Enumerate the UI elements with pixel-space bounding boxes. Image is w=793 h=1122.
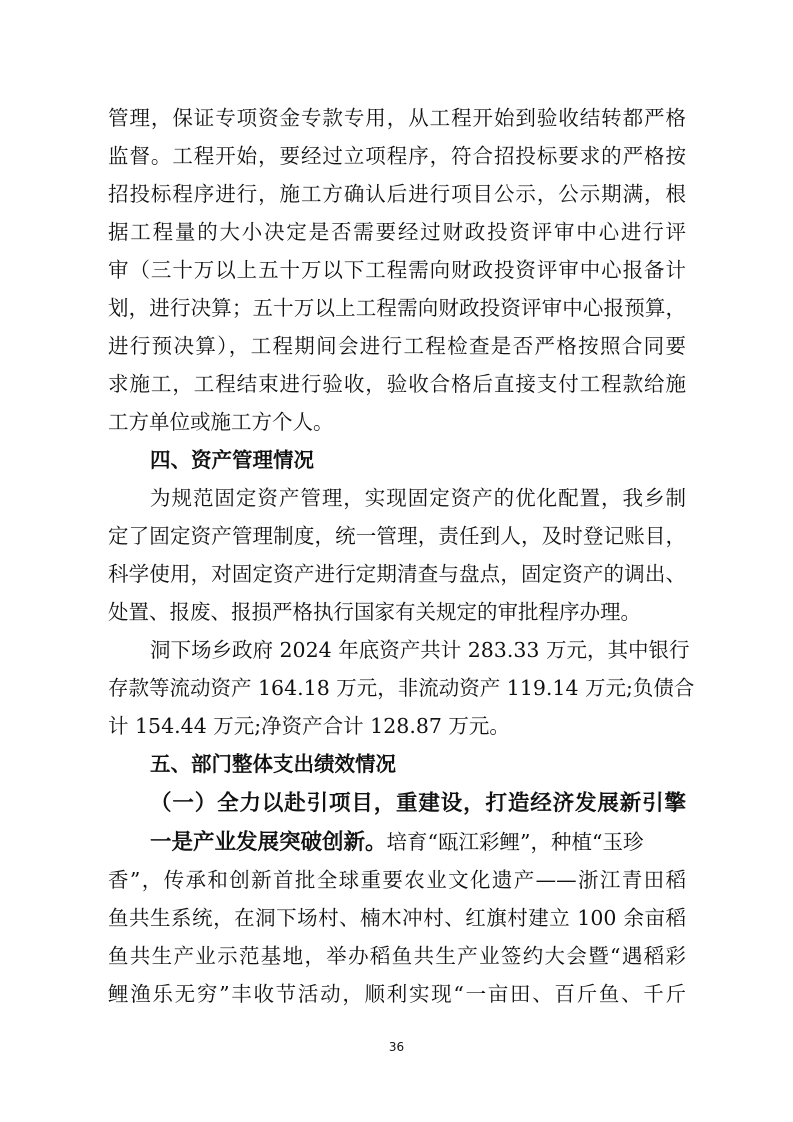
lead-sentence: 培育“瓯江彩鲤”，种植“玉珍: [386, 830, 644, 854]
paragraph-line: 监督。工程开始，要经过立项程序，符合招投标要求的严格按: [108, 144, 686, 168]
section-heading: 四、资产管理情况: [150, 448, 314, 472]
paragraph-line: 据工程量的大小决定是否需要经过财政投资评审中心进行评: [108, 220, 686, 244]
subsection-heading: （一）全力以赴引项目，重建设，打造经济发展新引擎: [150, 791, 686, 816]
paragraph-line: 洞下场乡政府 2024 年底资产共计 283.33 万元，其中银行: [150, 638, 690, 662]
paragraph-line: 鱼共生产业示范基地，举办稻鱼共生产业签约大会暨“遇稻彩: [108, 944, 686, 968]
paragraph-line: 审（三十万以上五十万以下工程需向财政投资评审中心报备计: [108, 258, 686, 282]
paragraph-line: 鲤渔乐无穷”丰收节活动，顺利实现“一亩田、百斤鱼、千斤: [108, 982, 686, 1006]
paragraph-line: 工方单位或施工方个人。: [108, 410, 334, 434]
paragraph-line: 划，进行决算；五十万以上工程需向财政投资评审中心报预算，: [108, 296, 686, 320]
section-heading: 五、部门整体支出绩效情况: [150, 752, 396, 776]
paragraph-line: 处置、报废、报损严格执行国家有关规定的审批程序办理。: [108, 600, 641, 624]
paragraph-line: 鱼共生系统，在洞下场村、楠木冲村、红旗村建立 100 余亩稻: [108, 906, 686, 930]
paragraph-line: [150, 828, 686, 857]
paragraph-line: 存款等流动资产 164.18 万元，非流动资产 119.14 万元;负债合: [108, 676, 695, 700]
paragraph-line: 定了固定资产管理制度，统一管理，责任到人，及时登记账目，: [108, 524, 686, 548]
page-number: 36: [388, 1040, 405, 1054]
paragraph-line: 香”，传承和创新首批全球重要农业文化遗产——浙江青田稻: [108, 868, 686, 892]
paragraph-line: 计 154.44 万元;净资产合计 128.87 万元。: [108, 714, 510, 738]
lead-phrase: 一是产业发展突破创新。: [150, 830, 387, 855]
paragraph-line: 招投标程序进行，施工方确认后进行项目公示，公示期满，根: [108, 182, 686, 206]
paragraph-line: 求施工，工程结束进行验收，验收合格后直接支付工程款给施: [108, 372, 686, 396]
paragraph-line: 科学使用，对固定资产进行定期清查与盘点，固定资产的调出、: [108, 562, 686, 586]
paragraph-line: 为规范固定资产管理，实现固定资产的优化配置，我乡制: [150, 486, 686, 510]
paragraph-line: 管理，保证专项资金专款专用，从工程开始到验收结转都严格: [108, 106, 686, 130]
paragraph-line: 进行预决算），工程期间会进行工程检查是否严格按照合同要: [108, 334, 686, 358]
